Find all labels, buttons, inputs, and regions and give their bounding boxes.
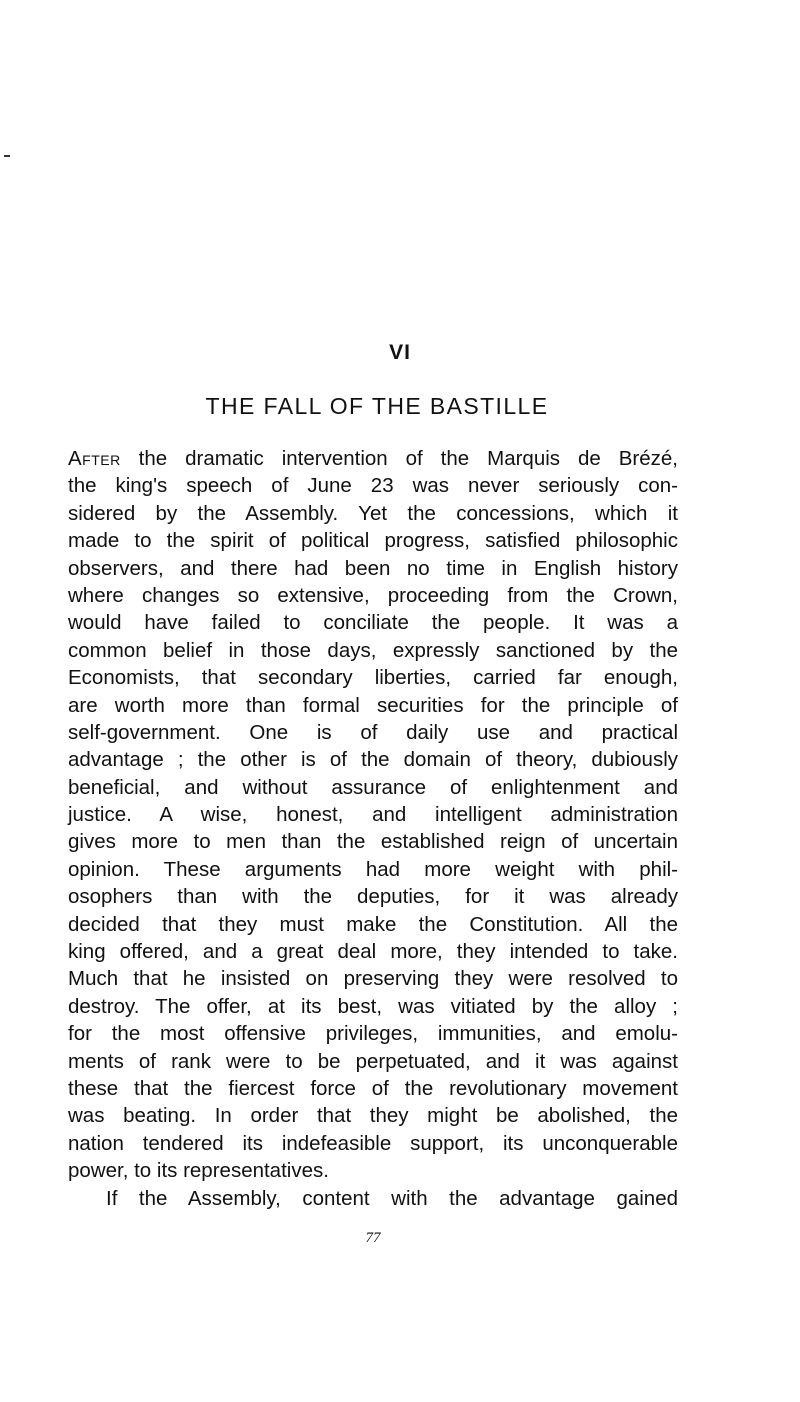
paragraph-1-line: these that the fiercest force of the revolutionary movement [68,1076,678,1100]
paragraph-1-line: advantage ; the other is of the domain of theory, dubiously [68,748,678,772]
paragraph-1-line: king offered, and a great deal more, they intended to take. [68,940,678,964]
paragraph-1-line: made to the spirit of political progress, satisfied philosophic [68,529,678,553]
paragraph-1-line: self-government. One is of daily use and practical [68,720,678,744]
chapter-title: THE FALL OF THE BASTILLE [205,393,549,419]
paragraph-1-line: decided that they must make the Constitution. All the [68,912,678,936]
paragraph-1-line: beneficial, and without assurance of enlightenment and [68,775,678,799]
paragraph-1-line: are worth more than formal securities for the principle of [68,693,678,717]
paragraph-1-line: for the most offensive privileges, immunities, and emolu- [68,1022,678,1046]
paragraph-1-line: justice. A wise, honest, and intelligent administration [68,803,678,827]
paragraph-1-line: observers, and there had been no time in English history [68,556,678,580]
paragraph-1-line: After the dramatic intervention of the Marquis de Brézé, [68,447,678,470]
chapter-number: VI [389,341,411,364]
paragraph-1-line: where changes so extensive, proceeding from the Crown, [68,583,678,607]
paragraph-1-line: common belief in those days, expressly sanctioned by the [68,638,678,662]
body-text [68,445,678,1212]
paragraph-1-line: destroy. The offer, at its best, was vitiated by the alloy ; [68,994,678,1018]
paragraph-1-line: was beating. In order that they might be abolished, the [68,1104,678,1128]
paragraph-1-line: Much that he insisted on preserving they were resolved to [68,967,678,991]
paragraph-1-line: osophers than with the deputies, for it was already [68,885,678,909]
paragraph-lead-word: After [68,447,121,470]
paragraph-1-line: gives more to men than the established reign of uncertain [68,830,678,854]
paragraph-1-line: the king's speech of June 23 was never seriously con- [68,474,678,498]
paragraph-1-line: opinion. These arguments had more weight with phil- [68,857,678,881]
scan-artifact-mark [4,155,10,157]
paragraph-2-line: If the Assembly, content with the advantage gained [106,1186,678,1210]
paragraph-1-line: ments of rank were to be perpetuated, and it was against [68,1049,678,1073]
paragraph-1-line: nation tendered its indefeasible support, its unconquerable [68,1131,678,1155]
paragraph-1-line: would have failed to conciliate the people. It was a [68,611,678,635]
paragraph-1-line: sidered by the Assembly. Yet the concessions, which it [68,501,678,525]
page-number: 77 [365,1230,381,1246]
paragraph-1-line: power, to its representatives. [68,1159,329,1183]
paragraph-1-line: Economists, that secondary liberties, carried far enough, [68,666,678,690]
